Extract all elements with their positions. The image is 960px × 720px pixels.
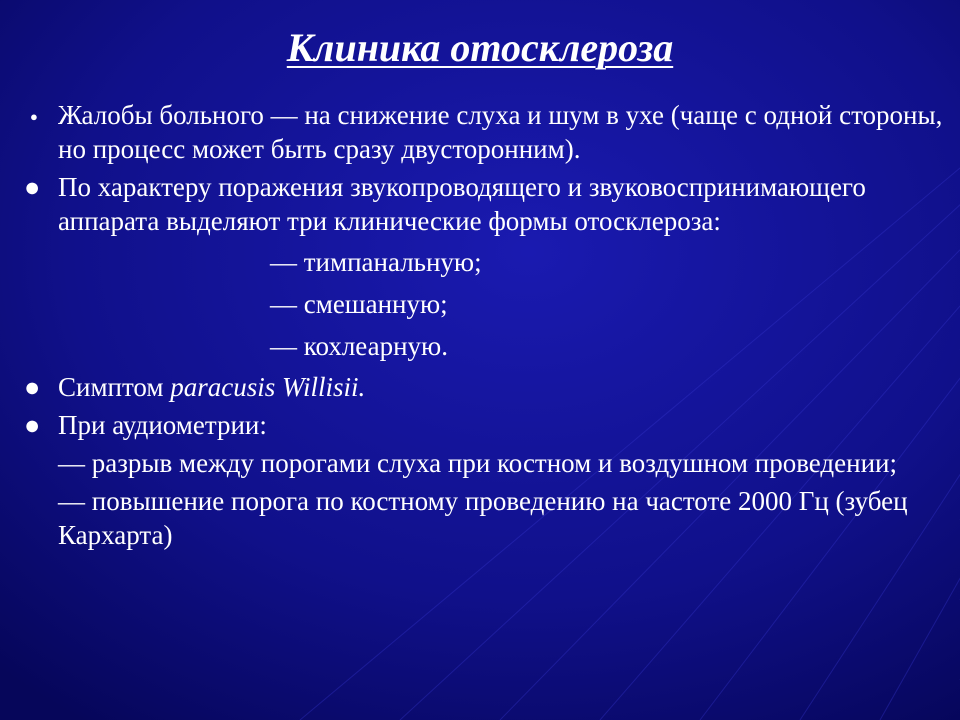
bullet-dot-icon: ● <box>24 172 41 202</box>
slide-content <box>24 98 944 554</box>
form-tympanal: — тимпанальную; <box>270 247 482 277</box>
bullet-dot-icon: ● <box>24 372 41 402</box>
form-cochlear: — кохлеарную. <box>270 331 448 361</box>
bullet-forms-text: По характеру поражения звукопроводящего и звуковоспринимающего аппарата выделяют три клинические формы отосклероза: <box>58 172 866 236</box>
bullet-dot-icon: ● <box>30 109 38 124</box>
bullet-forms <box>24 170 944 238</box>
bullet-symptom <box>24 370 944 404</box>
audiometry-point-gap: — разрыв между порогами слуха при костном и воздушном проведении; <box>58 448 897 478</box>
symptom-latin-name: paracusis Willisii. <box>170 372 366 402</box>
symptom-prefix: Симптом <box>58 372 171 402</box>
bullet-dot-icon: ● <box>24 410 41 440</box>
slide-title: Клиника отосклероза <box>286 25 674 70</box>
bullet-audiometry <box>24 408 944 442</box>
form-mixed: — смешанную; <box>270 289 448 319</box>
audiometry-point-threshold: — повышение порога по костному проведению на частоте 2000 Гц (зубец Кархарта) <box>58 486 908 550</box>
bullet-complaints <box>24 98 944 166</box>
bullet-complaints-text: Жалобы больного — на снижение слуха и шум в ухе (чаще с одной стороны, но процесс может быть сразу двусторонним). <box>58 100 943 164</box>
audiometry-label: При аудиометрии: <box>58 410 267 440</box>
